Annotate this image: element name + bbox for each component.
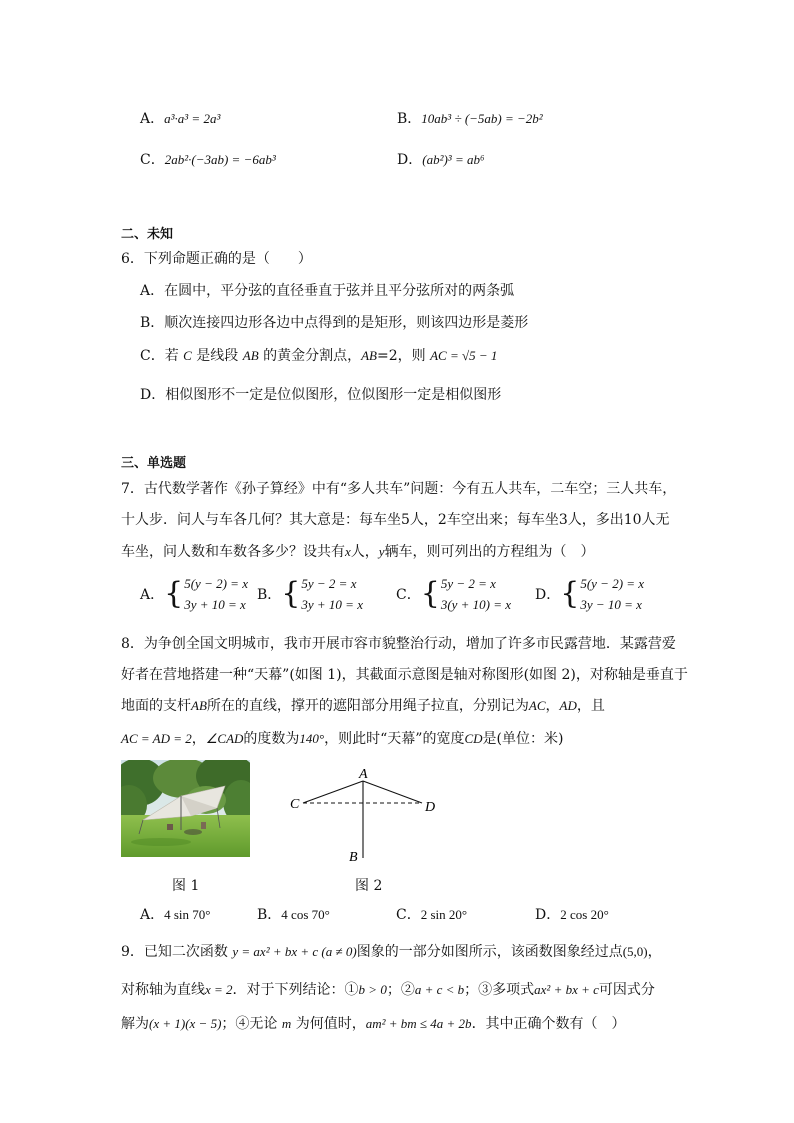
q8-line2: 好者在营地搭建一种“天幕”(如图 1)，其截面示意图是轴对称图形(如图 2)，对称轴是垂直于: [121, 667, 688, 683]
text: ，: [545, 698, 560, 714]
q6-option-b[interactable]: B．顺次连接四边形各边中点得到的是矩形，则该四边形是菱形: [140, 315, 529, 331]
text: 图象的一部分如图所示，该函数图象经过点: [356, 944, 623, 960]
option-expr: 2ab²·(−3ab) = −6ab³: [164, 152, 276, 167]
segment-ad: [363, 781, 422, 803]
q6-option-c[interactable]: [140, 345, 497, 365]
math: C: [183, 348, 192, 363]
option-expr: 2 sin 20°: [420, 907, 468, 922]
text: C．若: [140, 348, 184, 364]
text: ，: [647, 944, 662, 960]
option-label: C．: [140, 152, 165, 168]
figure-1-caption: 图 1: [172, 878, 200, 894]
math: CD: [464, 731, 483, 746]
math: y = ax² + bx + c (a ≠ 0): [232, 944, 357, 959]
text: ；②: [386, 982, 415, 998]
q8-option-b[interactable]: [257, 904, 330, 924]
q8-option-d[interactable]: [535, 904, 609, 924]
equation-1: 5y − 2 = x: [301, 576, 357, 591]
option-label: D．: [535, 587, 561, 603]
text: 的度数为: [243, 731, 300, 747]
q6-option-d[interactable]: D．相似图形不一定是位似图形，位似图形一定是相似图形: [140, 387, 502, 403]
q5-option-d[interactable]: [397, 149, 484, 169]
option-expr: 4 cos 70°: [281, 907, 330, 922]
math: am² + bm ≤ 4a + 2b: [365, 1016, 472, 1031]
math: = √5 − 1: [446, 348, 498, 363]
text: 9．已知二次函数: [121, 944, 228, 960]
text: 的黄金分割点，: [258, 348, 362, 364]
label-c: C: [290, 797, 300, 812]
text: ；③多项式: [464, 982, 535, 998]
text: ，则此时“天幕”的宽度: [324, 731, 465, 747]
math: x: [345, 544, 351, 559]
brace-icon: {: [281, 576, 301, 611]
option-expr: 4 sin 70°: [164, 907, 211, 922]
option-label: D．: [535, 907, 561, 923]
q8-option-a[interactable]: [140, 904, 211, 924]
math: y: [378, 544, 385, 559]
math: AC: [528, 698, 546, 713]
math: AC: [430, 348, 447, 363]
text: 辆车，则可列出的方程组为（ ）: [384, 544, 595, 560]
q8-line1: 8．为争创全国文明城市，我市开展市容市貌整治行动，增加了许多市民露营地．某露营爱: [121, 636, 676, 652]
text: ．对于下列结论：①: [232, 982, 359, 998]
equation-1: 5(y − 2) = x: [184, 576, 248, 591]
section-title-3: 三、单选题: [121, 456, 187, 471]
q8-option-c[interactable]: [396, 904, 467, 924]
canopy-photo-icon: [121, 760, 250, 857]
equation-2: 3y + 10 = x: [301, 597, 363, 612]
text: ；④无论: [221, 1016, 278, 1032]
option-expr: 10ab³ ÷ (−5ab) = −2b²: [421, 111, 543, 126]
option-label: D．: [397, 152, 423, 168]
text: 为何值时，: [295, 1016, 366, 1032]
equation-2: 3y − 10 = x: [580, 597, 642, 612]
figure-2-diagram: [283, 762, 443, 867]
q9-line1: [121, 941, 662, 961]
equation-2: 3y + 10 = x: [184, 597, 246, 612]
brace-icon: {: [420, 576, 440, 611]
option-label: B．: [397, 111, 422, 127]
option-label: C．: [396, 587, 421, 603]
q5-option-a[interactable]: [140, 108, 220, 128]
math: AC = AD = 2: [121, 731, 192, 746]
brace-icon: {: [560, 576, 580, 611]
q8-line3: [121, 695, 605, 715]
equation-1: 5(y − 2) = x: [580, 576, 645, 591]
brace-icon: {: [164, 576, 184, 611]
math: (x + 1)(x − 5): [149, 1016, 222, 1031]
label-d: D: [425, 800, 436, 815]
label-b: B: [349, 850, 358, 865]
option-label: A．: [140, 111, 165, 127]
math: AB: [361, 348, 377, 363]
math: x = 2: [205, 982, 233, 997]
equation-1: 5y − 2 = x: [440, 576, 496, 591]
text: 是线段: [191, 348, 243, 364]
section-title-2: 二、未知: [121, 227, 174, 242]
math: AD: [559, 698, 577, 713]
option-label: A．: [140, 907, 165, 923]
text: ，: [191, 731, 206, 747]
option-label: A．: [140, 587, 165, 603]
math: (5,0): [622, 944, 648, 959]
math: a + c < b: [414, 982, 465, 997]
option-label: C．: [396, 907, 421, 923]
equation-system: [441, 573, 511, 615]
figure-2-caption: 图 2: [355, 878, 383, 894]
q7-option-b[interactable]: [257, 573, 363, 615]
text: 对称轴为直线: [121, 982, 205, 998]
math: ∠CAD: [205, 731, 244, 746]
text: 解为: [121, 1016, 149, 1032]
text: =2，则: [376, 348, 431, 364]
option-label: B．: [257, 907, 282, 923]
math: ax² + bx + c: [534, 982, 599, 997]
q7-line2: 十人步．问人与车各几何？其大意是：每车坐5人，2车空出来；每车坐3人，多出10人无: [121, 512, 670, 528]
q9-line2: [121, 979, 655, 999]
text: 地面的支杆: [121, 698, 191, 714]
q9-line3: [121, 1013, 626, 1033]
math: 140°: [299, 731, 325, 746]
math: m: [281, 1016, 292, 1031]
math: AB: [242, 348, 259, 363]
option-label: B．: [257, 587, 282, 603]
text: 是(单位：米): [482, 731, 564, 747]
math: AB: [191, 698, 207, 713]
text: 可因式分: [598, 982, 655, 998]
q7-line3: [121, 541, 595, 561]
text: 车坐，问人数和车数各多少？设共有: [121, 544, 345, 560]
q7-option-c[interactable]: [396, 573, 511, 615]
figure-1-photo: [121, 760, 250, 857]
q7-option-a[interactable]: [140, 573, 248, 615]
q5-option-b[interactable]: [397, 108, 543, 128]
q6-stem: 6．下列命题正确的是（ ）: [121, 251, 312, 267]
q8-line4: [121, 728, 563, 748]
text: 人，: [350, 544, 379, 560]
equation-system: [184, 573, 248, 615]
math: b > 0: [358, 982, 387, 997]
q5-option-c[interactable]: [140, 149, 276, 169]
q7-line1: 7．古代数学著作《孙子算经》中有“多人共车”问题：今有五人共车，二车空；三人共车，: [121, 481, 677, 497]
q7-option-d[interactable]: [535, 573, 644, 615]
option-expr: (ab²)³ = ab⁶: [422, 152, 485, 167]
label-a: A: [359, 767, 368, 782]
text: ，且: [576, 698, 605, 714]
equation-system: [301, 573, 363, 615]
q6-option-a[interactable]: A．在圆中，平分弦的直径垂直于弦并且平分弦所对的两条弧: [140, 283, 515, 299]
option-expr: 2 cos 20°: [560, 907, 609, 922]
text: ．其中正确个数有（ ）: [471, 1016, 626, 1032]
text: 所在的直线，撑开的遮阳部分用绳子拉直，分别记为: [206, 698, 529, 714]
equation-2: 3(y + 10) = x: [440, 597, 512, 612]
option-expr: a³·a³ = 2a³: [164, 111, 221, 126]
equation-system: [580, 573, 644, 615]
segment-ac: [303, 781, 363, 803]
